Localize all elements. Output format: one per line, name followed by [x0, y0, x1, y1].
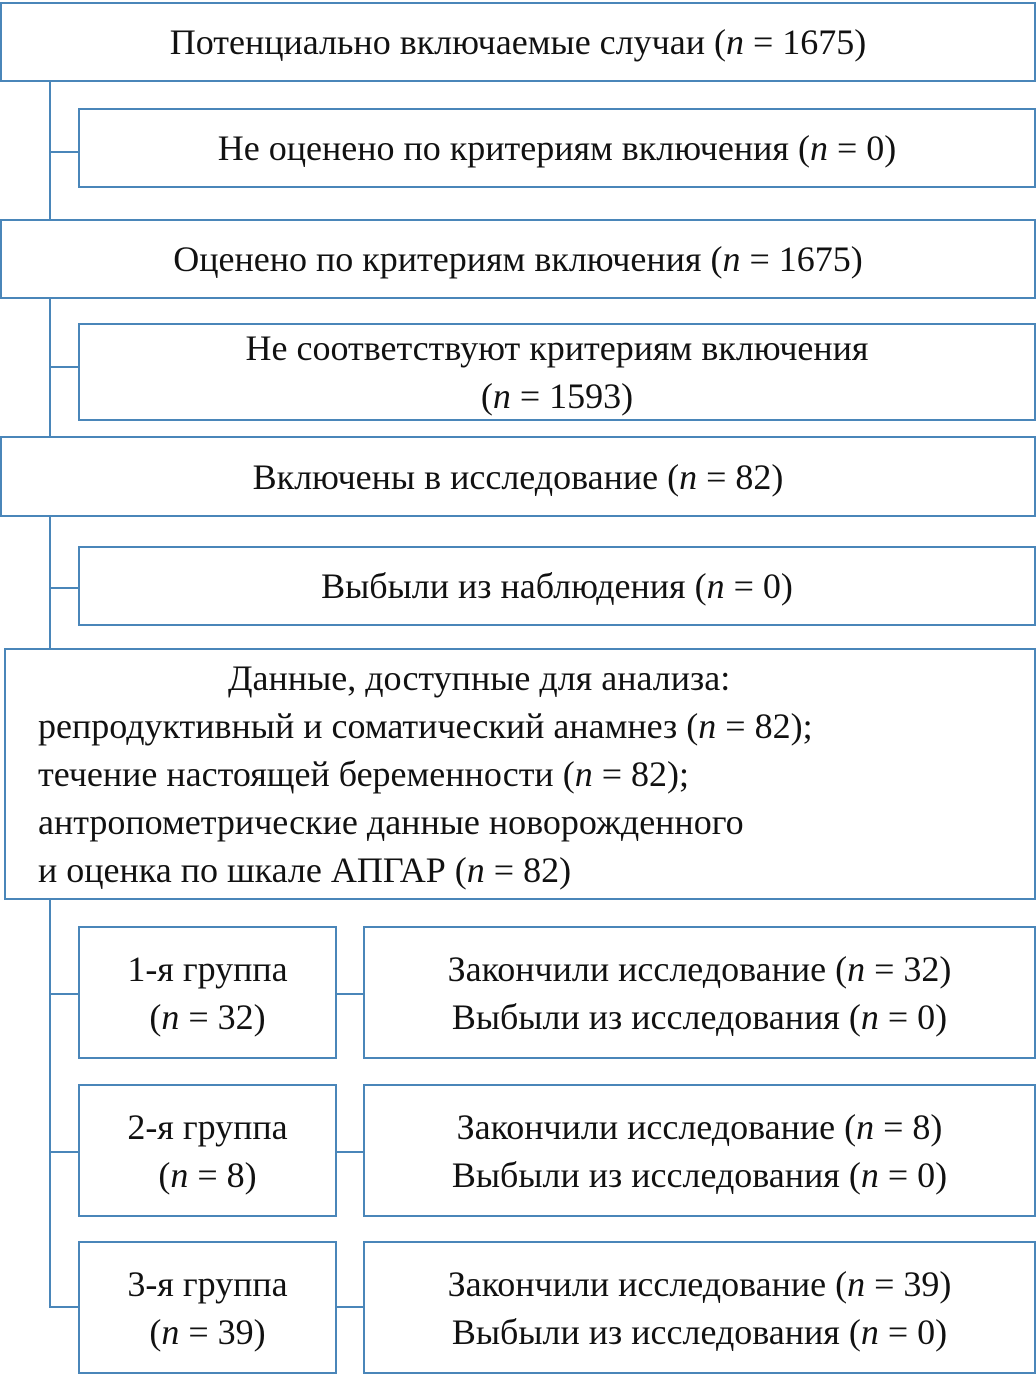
connector-branch-group-1 — [49, 993, 79, 995]
group-count: (n = 8) — [158, 1154, 257, 1195]
connector-group-1-outcome — [336, 993, 364, 995]
group-1-box — [78, 926, 337, 1059]
connector-branch-group-3 — [49, 1306, 79, 1308]
connector-trunk-groups — [49, 898, 51, 1307]
assessed-text: Оценено по критериям включения (n = 1675) — [173, 239, 863, 279]
group-dropped: Выбыли из исследования (n = 0) — [451, 1154, 948, 1195]
group-completed: Закончили исследование (n = 32) — [447, 948, 952, 989]
analysis-data-box — [4, 648, 1036, 900]
group-dropped: Выбыли из исследования (n = 0) — [451, 996, 948, 1037]
not-assessed-box — [78, 108, 1036, 188]
analysis-item-anamnesis: репродуктивный и соматический анамнез (n = 82); — [38, 706, 813, 746]
connector-branch-1 — [49, 151, 79, 153]
not-eligible-count: (n = 1593) — [480, 376, 634, 416]
potential-cases-text: Потенциально включаемые случаи (n = 1675) — [169, 22, 867, 62]
connector-branch-2 — [49, 366, 79, 368]
group-2-box — [78, 1084, 337, 1217]
group-label: 3-я группа — [127, 1263, 288, 1304]
connector-branch-3 — [49, 587, 79, 589]
connector-group-3-outcome — [336, 1306, 364, 1308]
group-dropped: Выбыли из исследования (n = 0) — [451, 1311, 948, 1352]
analysis-item-apgar: и оценка по шкале АПГАР (n = 82) — [38, 850, 572, 890]
group-completed: Закончили исследование (n = 8) — [456, 1106, 943, 1147]
group-1-outcome-box — [363, 926, 1036, 1059]
group-label: 1-я группа — [127, 948, 288, 989]
not-assessed-text: Не оценено по критериям включения (n = 0) — [217, 128, 897, 168]
dropped-observation-text: Выбыли из наблюдения (n = 0) — [321, 566, 793, 606]
connector-group-2-outcome — [336, 1151, 364, 1153]
group-3-outcome-box — [363, 1241, 1036, 1374]
connector-branch-group-2 — [49, 1151, 79, 1153]
analysis-item-pregnancy: течение настоящей беременности (n = 82); — [38, 754, 689, 794]
group-count: (n = 39) — [149, 1311, 266, 1352]
analysis-item-anthropometry: антропометрические данные новорожденного — [38, 802, 744, 842]
included-text: Включены в исследование (n = 82) — [252, 456, 784, 497]
potential-cases-box — [0, 2, 1036, 82]
analysis-title: Данные, доступные для анализа: — [228, 658, 731, 698]
group-3-box — [78, 1241, 337, 1374]
dropped-observation-box — [78, 546, 1036, 626]
group-count: (n = 32) — [149, 996, 266, 1037]
group-label: 2-я группа — [127, 1106, 288, 1147]
group-2-outcome-box — [363, 1084, 1036, 1217]
not-eligible-box — [78, 323, 1036, 421]
included-box — [0, 436, 1036, 517]
group-completed: Закончили исследование (n = 39) — [447, 1263, 952, 1304]
connector-trunk-1 — [49, 80, 51, 220]
assessed-box — [0, 219, 1036, 299]
connector-trunk-3 — [49, 515, 51, 650]
not-eligible-text: Не соответствуют критериям включения — [245, 328, 869, 368]
